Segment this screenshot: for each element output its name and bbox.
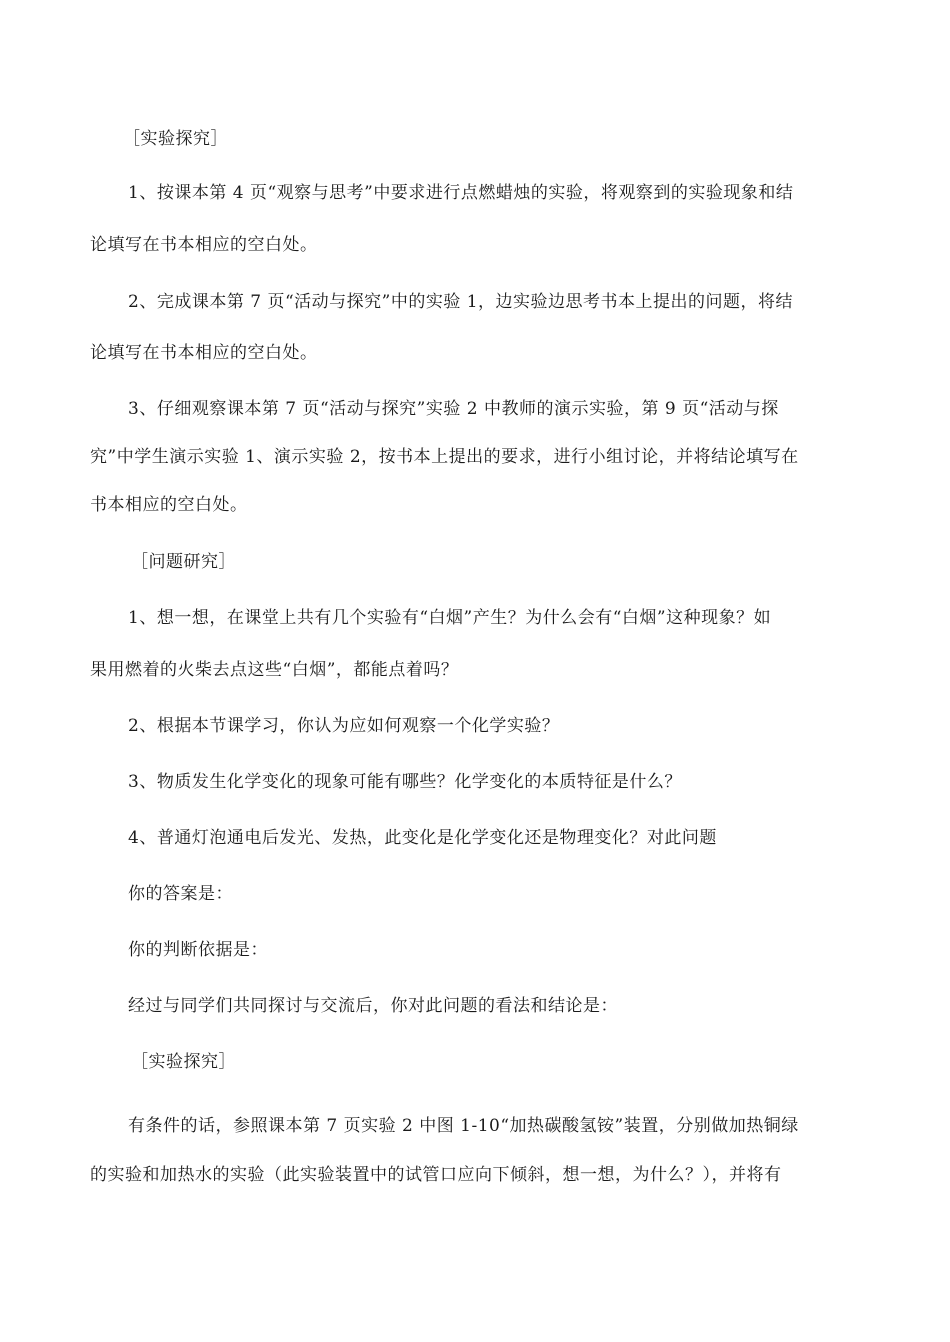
paragraph-line: 论填写在书本相应的空白处。 <box>90 235 318 255</box>
conclusion-label: 经过与同学们共同探讨与交流后，你对此问题的看法和结论是： <box>128 996 618 1016</box>
section-heading-experiment: ［实验探究］ <box>131 1052 236 1072</box>
paragraph-line: 2、完成课本第 7 页“活动与探究”中的实验 1，边实验边思考书本上提出的问题，将结 <box>128 292 794 312</box>
paragraph-line: 3、物质发生化学变化的现象可能有哪些？化学变化的本质特征是什么？ <box>128 772 682 792</box>
paragraph-line: 论填写在书本相应的空白处。 <box>90 343 318 363</box>
answer-label: 你的答案是： <box>128 884 233 904</box>
paragraph-line: 究”中学生演示实验 1、演示实验 2，按书本上提出的要求，进行小组讨论，并将结论填写在 <box>90 447 799 467</box>
paragraph-line: 1、想一想，在课堂上共有几个实验有“白烟”产生？为什么会有“白烟”这种现象？如 <box>128 608 772 628</box>
paragraph-line: 书本相应的空白处。 <box>90 495 248 515</box>
paragraph-line: 的实验和加热水的实验（此实验装置中的试管口应向下倾斜，想一想，为什么？），并将有 <box>90 1165 782 1185</box>
section-heading-research: ［问题研究］ <box>131 552 236 572</box>
paragraph-line: 3、仔细观察课本第 7 页“活动与探究”实验 2 中教师的演示实验，第 9 页“活动与探 <box>128 399 779 419</box>
paragraph-line: 果用燃着的火柴去点这些“白烟”，都能点着吗？ <box>90 660 459 680</box>
section-heading-experiment: ［实验探究］ <box>123 129 228 149</box>
paragraph-line: 1、按课本第 4 页“观察与思考”中要求进行点燃蜡烛的实验，将观察到的实验现象和结 <box>128 183 794 203</box>
paragraph-line: 2、根据本节课学习，你认为应如何观察一个化学实验？ <box>128 716 560 736</box>
paragraph-line: 4、普通灯泡通电后发光、发热，此变化是化学变化还是物理变化？对此问题 <box>128 828 717 848</box>
basis-label: 你的判断依据是： <box>128 940 268 960</box>
paragraph-line: 有条件的话，参照课本第 7 页实验 2 中图 1-10“加热碳酸氢铵”装置，分别做加热铜绿 <box>128 1116 799 1136</box>
